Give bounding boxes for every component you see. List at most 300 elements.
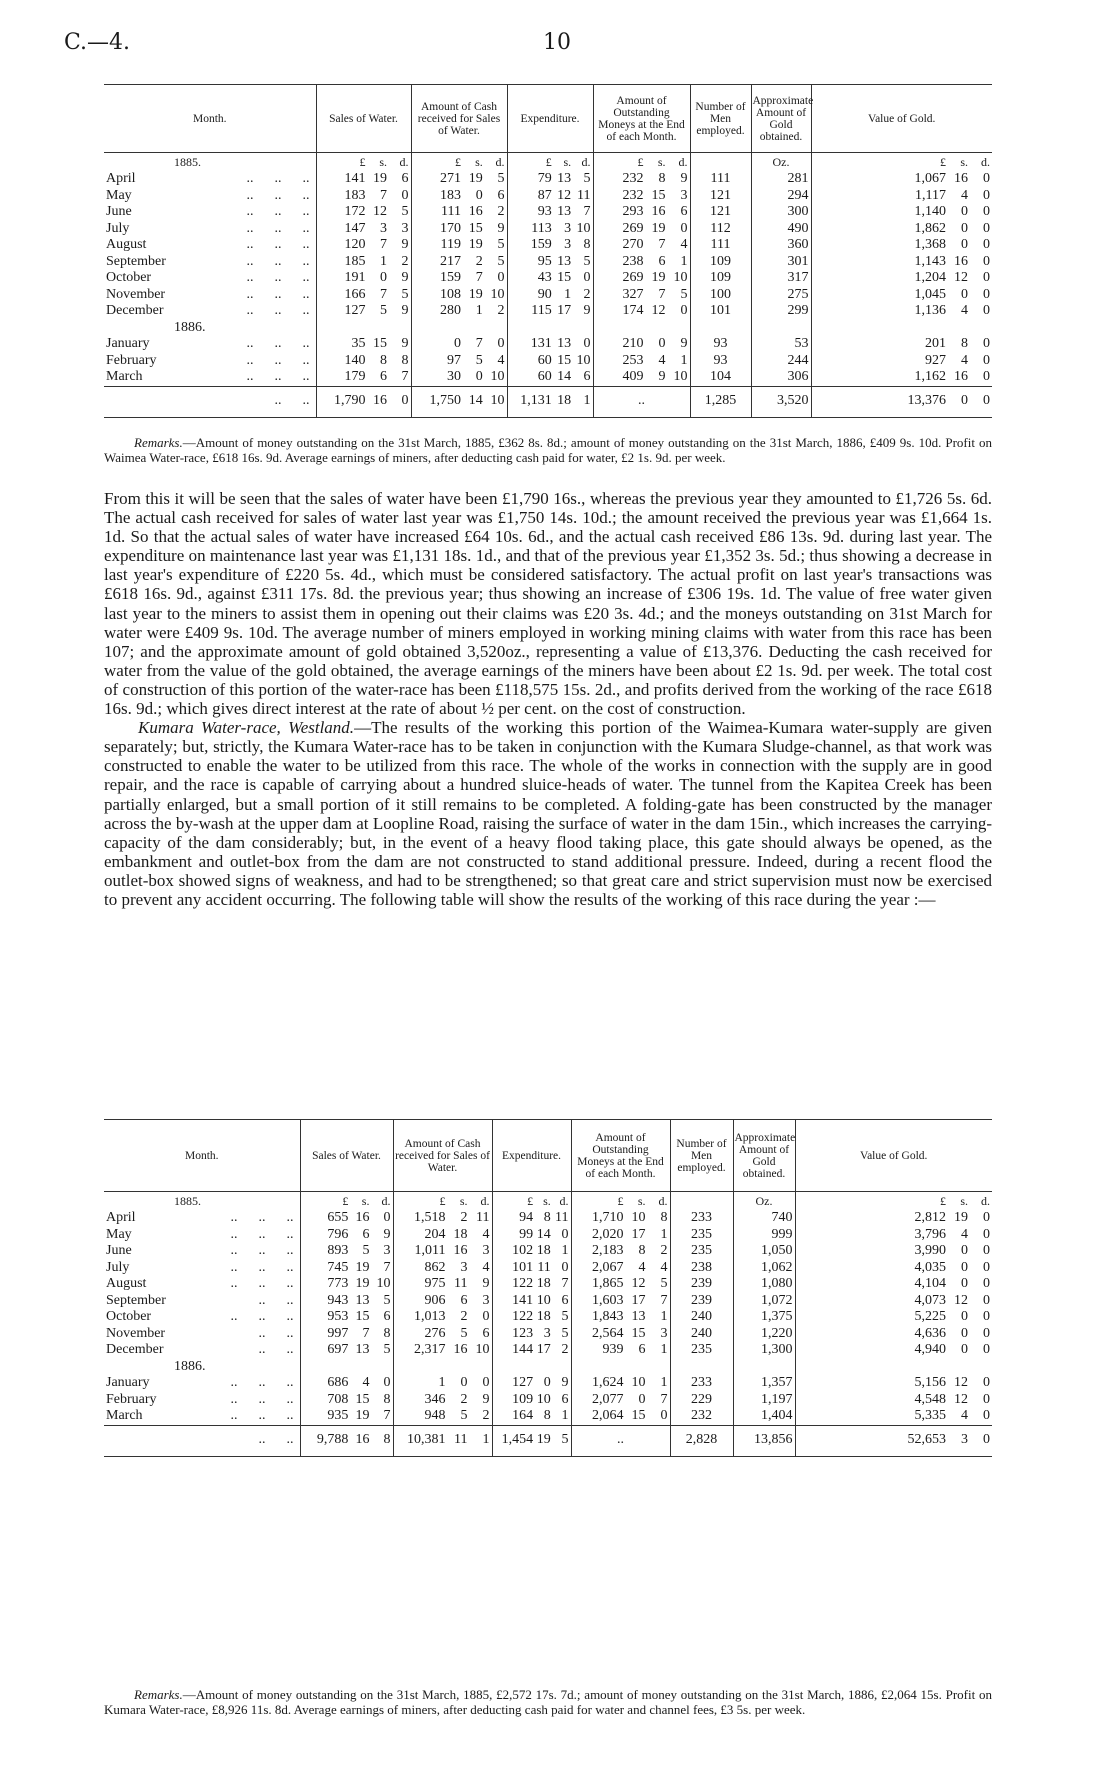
cash-cell-part: 2 (460, 1391, 468, 1407)
expenditure-cell-part: 1,131 (520, 393, 552, 409)
expenditure-cell (492, 1243, 571, 1260)
expenditure-cell-part: 14 (536, 1226, 551, 1242)
leader-dots: .. .. .. (246, 336, 310, 351)
sales-cell-part: 943 (327, 1292, 349, 1308)
expenditure-cell (492, 1210, 571, 1227)
expenditure-cell-part: 109 (512, 1391, 534, 1407)
expenditure-cell (492, 1260, 571, 1277)
expenditure-cell-part: 122 (512, 1276, 534, 1291)
unit-labels (411, 153, 507, 172)
cash-cell-part: 10 (490, 393, 505, 409)
gold-value-cell-part: 5,335 (914, 1408, 946, 1423)
outstanding-cell (571, 1326, 670, 1343)
sales-cell (316, 386, 411, 417)
outstanding-cell-part: 2,064 (592, 1408, 624, 1423)
year-label: 1885. (174, 1193, 201, 1208)
gold-value-cell-part: 0 (961, 1276, 968, 1291)
gold-value-cell-part: 201 (925, 336, 946, 351)
outstanding-cell-part: 1 (660, 1375, 668, 1390)
gold-value-cell-part: 0 (983, 1391, 990, 1407)
outstanding-cell-part: 174 (622, 303, 644, 318)
table-row (104, 270, 992, 287)
cash-cell-part: 0 (453, 336, 461, 351)
expenditure-cell-part: 15 (557, 352, 572, 368)
cash-cell-part: 1 (475, 303, 483, 318)
col-outstanding: Amount of Outstanding Moneys at the End of each Month. (593, 85, 690, 153)
sales-cell-part: 0 (383, 1210, 391, 1225)
gold-amount-cell: 3,520 (751, 386, 811, 417)
expenditure-cell-part: 18 (536, 1309, 551, 1324)
month-cell (104, 1326, 300, 1343)
expenditure-cell-part: 1,454 (501, 1432, 534, 1448)
gold-value-cell (811, 353, 992, 370)
outstanding-cell-part: 1,865 (592, 1276, 624, 1291)
gold-value-cell-part: 5,156 (914, 1375, 946, 1390)
table-row (104, 1375, 992, 1392)
outstanding-cell-part: 210 (622, 336, 644, 351)
cash-cell (411, 287, 507, 304)
cash-cell-part: 0 (460, 1375, 468, 1390)
month-cell (104, 1260, 300, 1277)
gold-value-cell-part: 927 (925, 352, 946, 368)
expenditure-cell-part: 0 (543, 1375, 551, 1390)
gold-value-cell-part: 19 (954, 1210, 968, 1225)
month-name: May (106, 187, 132, 203)
expenditure-cell (507, 386, 593, 417)
expenditure-cell-part: 8 (543, 1210, 551, 1225)
gold-value-cell (811, 221, 992, 238)
gold-value-cell (795, 1243, 992, 1260)
month-name: February (106, 1391, 157, 1407)
month-name: May (106, 1226, 132, 1242)
expenditure-cell-part: 13 (557, 336, 572, 351)
expenditure-cell-part: 1 (561, 1243, 569, 1258)
sales-cell-part: 997 (327, 1325, 349, 1341)
leader-dots: .. .. .. (246, 237, 310, 252)
unit-label: d. (559, 1193, 569, 1208)
cash-cell-part: 2 (460, 1309, 468, 1324)
gold-value-cell-part: 3,990 (914, 1243, 946, 1258)
expenditure-cell (507, 171, 593, 188)
men-cell: 93 (690, 353, 751, 370)
table-row (104, 336, 992, 353)
month-name: August (106, 1276, 147, 1291)
men-cell: 239 (670, 1276, 733, 1293)
gold-value-cell-part: 0 (983, 1226, 990, 1242)
unit-label: £ (637, 154, 644, 169)
outstanding-cell-part: 269 (622, 220, 644, 236)
expenditure-cell-part: 11 (537, 1259, 551, 1275)
cash-cell (411, 353, 507, 370)
cash-cell-part: 1,011 (414, 1243, 446, 1258)
outstanding-cell-part: 1,624 (592, 1375, 624, 1390)
unit-label: £ (940, 154, 946, 169)
cash-cell-part: 4 (482, 1226, 490, 1242)
col-gold-amount: Approximate Amount of Gold obtained. (733, 1120, 795, 1192)
cash-cell-part: 183 (439, 187, 461, 203)
outstanding-cell-part: 10 (631, 1375, 646, 1390)
unit-label: s. (960, 154, 968, 169)
remarks-text: —Amount of money outstanding on the 31st March, 1885, £362 8s. 8d.; amount of money outstanding on the 31st March, 1886, £409 9s. 10d. Profit on Waimea Water-race, £618 16s. 9d. Average earnings of miners, after deducting cash paid for water, £2 1s. 9d. per week. (104, 435, 992, 465)
sales-cell-part: 13 (355, 1342, 370, 1357)
sales-cell-part: 12 (372, 204, 387, 219)
outstanding-cell-part: 0 (660, 1408, 668, 1423)
sales-cell-part: 0 (401, 393, 409, 409)
gold-value-cell-part: 0 (983, 1210, 990, 1225)
month-name: August (106, 237, 147, 252)
expenditure-cell-part: 102 (512, 1243, 534, 1258)
gold-amount-cell: 275 (751, 287, 811, 304)
sales-cell-part: 0 (401, 187, 409, 203)
gold-amount-cell: 301 (751, 254, 811, 271)
expenditure-cell (492, 1392, 571, 1409)
outstanding-cell-part: 15 (651, 187, 666, 203)
unit-label: £ (527, 1193, 534, 1208)
outstanding-cell-part: 1 (680, 352, 688, 368)
sales-cell-part: 7 (383, 1408, 391, 1423)
sales-cell (316, 353, 411, 370)
sales-cell-part: 8 (401, 352, 409, 368)
gold-value-cell (795, 1326, 992, 1343)
gold-value-cell (811, 369, 992, 386)
month-name: July (106, 220, 130, 236)
outstanding-cell-part: 3 (680, 187, 688, 203)
table-row (104, 254, 992, 271)
cash-cell-part: 111 (441, 204, 461, 219)
sales-cell (316, 270, 411, 287)
leader-dots: .. .. (258, 1325, 294, 1341)
sales-cell (316, 336, 411, 353)
unit-label: d. (981, 154, 990, 169)
unit-label: s. (379, 154, 387, 169)
cash-cell-part: 3 (482, 1292, 490, 1308)
outstanding-cell-part: 2,067 (592, 1259, 624, 1275)
men-cell: 235 (670, 1342, 733, 1359)
expenditure-cell-part: 113 (531, 220, 552, 236)
expenditure-cell-part: 12 (557, 187, 572, 203)
sales-cell-part: 35 (351, 336, 366, 351)
expenditure-cell-part: 18 (536, 1243, 551, 1258)
outstanding-cell-part: 2,077 (592, 1391, 624, 1407)
expenditure-cell-part: 5 (561, 1325, 569, 1341)
unit-label: d. (399, 154, 409, 169)
unit-labels (571, 1192, 670, 1211)
leader-dots: .. .. .. (246, 286, 310, 302)
remarks-label: Remarks. (134, 435, 183, 450)
leader-dots: .. .. (274, 393, 310, 409)
cash-cell-part: 170 (439, 220, 461, 236)
cash-cell (393, 1309, 492, 1326)
unit-label: d. (480, 1193, 490, 1208)
table-row (104, 1392, 992, 1409)
men-cell: 104 (690, 369, 751, 386)
cash-cell-part: 5 (497, 253, 505, 269)
outstanding-cell (593, 369, 690, 386)
gold-value-cell-part: 0 (983, 393, 990, 409)
cash-cell-part: 0 (475, 187, 483, 203)
cash-cell-part: 906 (424, 1292, 446, 1308)
sales-cell-part: 147 (344, 220, 366, 236)
outstanding-cell (593, 303, 690, 320)
unit-label: s. (563, 154, 572, 169)
gold-value-cell (795, 1342, 992, 1359)
remarks-label: Remarks. (134, 1687, 183, 1702)
table-row (104, 1408, 992, 1425)
month-cell (104, 254, 316, 271)
gold-value-cell-part: 3 (961, 1432, 968, 1448)
expenditure-cell-part: 1 (561, 1408, 569, 1423)
gold-value-cell-part: 0 (961, 1342, 968, 1357)
gold-value-cell-part: 4 (961, 187, 968, 203)
sales-cell-part: 19 (355, 1276, 370, 1291)
blank-cell (411, 320, 507, 337)
gold-value-cell-part: 0 (961, 1259, 968, 1275)
gold-value-cell-part: 0 (983, 1375, 990, 1390)
sales-cell-part: 697 (327, 1342, 349, 1357)
outstanding-cell-part: 1,843 (592, 1309, 624, 1324)
cash-cell-part: 6 (497, 187, 505, 203)
sales-cell-part: 7 (379, 237, 387, 252)
gold-value-cell (795, 1293, 992, 1310)
cash-cell (411, 386, 507, 417)
cash-cell-part: 11 (476, 1210, 490, 1225)
month-cell (104, 1243, 300, 1260)
sales-cell-part: 16 (355, 1210, 370, 1225)
expenditure-cell-part: 0 (561, 1259, 569, 1275)
outstanding-cell-part: 6 (658, 253, 666, 269)
unit-label: d. (678, 154, 688, 169)
month-cell (104, 336, 316, 353)
unit-label: s. (960, 1193, 968, 1208)
col-gold-value: Value of Gold. (811, 85, 992, 153)
expenditure-cell (507, 221, 593, 238)
outstanding-cell: .. (571, 1425, 670, 1456)
gold-value-cell (795, 1260, 992, 1277)
expenditure-cell-part: 164 (512, 1408, 534, 1423)
cash-cell-part: 0 (497, 336, 505, 351)
gold-value-cell (811, 204, 992, 221)
month-cell (104, 386, 316, 417)
unit-labels (795, 1192, 992, 1211)
gold-amount-cell: 1,220 (733, 1326, 795, 1343)
cash-cell (393, 1210, 492, 1227)
outstanding-cell-part: 5 (680, 286, 688, 302)
outstanding-cell-part: 12 (651, 303, 666, 318)
expenditure-cell (507, 369, 593, 386)
month-name: June (106, 1243, 132, 1258)
month-name: March (106, 369, 143, 384)
gold-value-cell-part: 4 (961, 1226, 968, 1242)
sales-cell-part: 6 (383, 1309, 391, 1324)
table-row (104, 171, 992, 188)
month-name: April (106, 1210, 136, 1225)
sales-cell (300, 1408, 393, 1425)
unit-label: s. (475, 154, 483, 169)
gold-value-cell-part: 1,204 (914, 270, 946, 285)
sales-cell (316, 204, 411, 221)
gold-value-cell-part: 4,035 (914, 1259, 946, 1275)
expenditure-cell-part: 5 (583, 253, 591, 269)
outstanding-cell-part: 409 (622, 369, 644, 384)
paragraph-kumara (104, 718, 992, 909)
unit-labels (811, 153, 992, 172)
sales-cell-part: 686 (327, 1375, 349, 1390)
cash-cell (393, 1293, 492, 1310)
men-cell: 112 (690, 221, 751, 238)
expenditure-cell-part: 60 (537, 352, 552, 368)
month-name: December (106, 1342, 164, 1357)
gold-value-cell-part: 0 (983, 286, 990, 302)
cash-cell-part: 4 (482, 1259, 490, 1275)
sales-cell-part: 3 (401, 220, 409, 236)
sales-cell-part: 179 (344, 369, 366, 384)
gold-value-cell-part: 1,117 (915, 187, 946, 203)
sales-cell-part: 19 (355, 1408, 370, 1423)
gold-value-cell (795, 1210, 992, 1227)
month-name: June (106, 204, 132, 219)
gold-amount-cell: 306 (751, 369, 811, 386)
sales-cell-part: 120 (344, 237, 366, 252)
gold-amount-cell: 53 (751, 336, 811, 353)
outstanding-cell-part: 10 (673, 369, 688, 384)
month-cell (104, 1210, 300, 1227)
outstanding-cell (593, 221, 690, 238)
sales-cell (316, 369, 411, 386)
unit-label: £ (439, 1193, 446, 1208)
month-name: October (106, 1309, 152, 1324)
cash-cell-part: 276 (424, 1325, 446, 1341)
cash-cell-part: 16 (453, 1342, 468, 1357)
sales-cell-part: 6 (401, 171, 409, 186)
sales-cell (300, 1392, 393, 1409)
cash-cell-part: 9 (482, 1391, 490, 1407)
outstanding-cell-part: 7 (658, 286, 666, 302)
cash-cell-part: 10,381 (407, 1432, 446, 1448)
month-cell (104, 1342, 300, 1359)
cash-cell (411, 188, 507, 205)
outstanding-cell-part: 8 (660, 1210, 668, 1225)
sales-cell-part: 166 (344, 286, 366, 302)
outstanding-cell-part: 232 (622, 187, 644, 203)
gold-value-cell-part: 16 (954, 369, 968, 384)
gold-value-cell-part: 0 (961, 204, 968, 219)
outstanding-cell-part: 7 (658, 237, 666, 252)
month-cell (104, 221, 316, 238)
expenditure-cell-part: 3 (564, 220, 572, 236)
outstanding-cell-part: 9 (680, 336, 688, 351)
outstanding-cell-part: 1 (660, 1342, 668, 1357)
sales-cell (300, 1276, 393, 1293)
outstanding-cell-part: 1,603 (592, 1292, 624, 1308)
sales-cell-part: 935 (327, 1408, 349, 1423)
kumara-text: —The results of the working this portion of the Waimea-Kumara water-supply are given separately; but, strictly, the Kumara Water-race has to be taken in conjunction with the Kumara Sludge-channel, as that work was constructed to enable the water to be utilized from this race. The whole of the works in connection with the supply are in good repair, and the race is capable of carrying about a hundred sluice-heads of water. The tunnel from the Kapitea Creek has been partially enlarged, but a small portion of it still remains to be completed. A folding-gate has been constructed by the manager across the by-wash at the upper dam at Loopline Road, raising the surface of water in the dam 15in., which increases the carrying-capacity of the dam considerably; but, in the event of a heavy flood taking place, this gate should always be opened, as the embankment and outlet-box from the dam are not constructed to stand additional pressure. Indeed, during a recent flood the outlet-box showed signs of weakness, and had to be strengthened; so that great care and strict supervision must now be exercised to prevent any accident occurring. The following table will show the results of the working of this race during the year :— (104, 718, 993, 909)
table-row (104, 188, 992, 205)
unit-label: d. (981, 1193, 990, 1208)
expenditure-cell (492, 1227, 571, 1244)
expenditure-cell (507, 237, 593, 254)
cash-cell-part: 5 (460, 1408, 468, 1423)
cash-cell-part: 15 (468, 220, 483, 236)
gold-value-cell-part: 0 (961, 237, 968, 252)
sales-cell (300, 1342, 393, 1359)
outstanding-cell-part: 2,020 (592, 1226, 624, 1242)
cash-cell-part: 10 (490, 286, 505, 302)
men-cell: 239 (670, 1293, 733, 1310)
men-cell: 240 (670, 1309, 733, 1326)
sales-cell-part: 1,790 (333, 393, 366, 409)
sales-cell-part: 7 (362, 1325, 370, 1341)
unit-labels (393, 1192, 492, 1211)
gold-value-cell-part: 0 (983, 336, 990, 351)
gold-amount-cell: 1,050 (733, 1243, 795, 1260)
gold-amount-cell: 1,357 (733, 1375, 795, 1392)
sales-cell-part: 655 (327, 1210, 349, 1225)
month-name: July (106, 1259, 130, 1275)
unit-label: £ (454, 154, 461, 169)
outstanding-cell (593, 353, 690, 370)
outstanding-cell-part: 0 (658, 336, 666, 351)
gold-value-cell (795, 1408, 992, 1425)
expenditure-cell-part: 90 (537, 286, 552, 302)
cash-cell-part: 1,750 (429, 393, 461, 409)
cash-cell-part: 280 (439, 303, 461, 318)
sales-cell (300, 1326, 393, 1343)
outstanding-cell-part: 3 (660, 1325, 668, 1341)
gold-value-cell-part: 0 (983, 237, 990, 252)
cash-cell-part: 9 (497, 220, 505, 236)
unit-ounces: Oz. (751, 153, 811, 172)
sales-cell (316, 221, 411, 238)
month-cell (104, 204, 316, 221)
expenditure-cell-part: 93 (537, 204, 552, 219)
gold-value-cell-part: 1,045 (914, 286, 946, 302)
cash-cell (411, 270, 507, 287)
col-sales: Sales of Water. (300, 1120, 393, 1192)
gold-value-cell (795, 1227, 992, 1244)
expenditure-cell-part: 2 (583, 286, 591, 302)
cash-cell (411, 204, 507, 221)
gold-value-cell-part: 1,136 (914, 303, 946, 318)
month-cell (104, 287, 316, 304)
leader-dots: .. .. (258, 1292, 294, 1308)
blank-cell (393, 1359, 492, 1376)
outstanding-cell-part: 17 (631, 1292, 646, 1308)
blank-cell (795, 1359, 992, 1376)
gold-value-cell-part: 0 (983, 1259, 990, 1275)
gold-value-cell-part: 0 (983, 1432, 990, 1448)
expenditure-cell-part: 14 (557, 369, 572, 384)
gold-value-cell-part: 13,376 (907, 393, 946, 409)
expenditure-cell-part: 6 (583, 369, 591, 384)
kumara-water-race-table (104, 1119, 992, 1457)
sales-cell-part: 185 (344, 253, 366, 269)
expenditure-cell-part: 15 (557, 270, 572, 285)
cash-cell-part: 2 (475, 253, 483, 269)
gold-value-cell-part: 0 (983, 1309, 990, 1324)
outstanding-cell-part: 7 (660, 1391, 668, 1407)
cash-cell-part: 1,013 (414, 1309, 446, 1324)
outstanding-cell-part: 13 (631, 1309, 646, 1324)
gold-value-cell-part: 0 (983, 1276, 990, 1291)
month-name: October (106, 270, 152, 285)
outstanding-cell-part: 238 (622, 253, 644, 269)
table-row (104, 1342, 992, 1359)
outstanding-cell-part: 15 (631, 1325, 646, 1341)
cash-cell (411, 237, 507, 254)
cash-cell-part: 19 (468, 286, 483, 302)
leader-dots: .. .. .. (246, 220, 310, 236)
gold-value-cell-part: 1,067 (914, 171, 946, 186)
